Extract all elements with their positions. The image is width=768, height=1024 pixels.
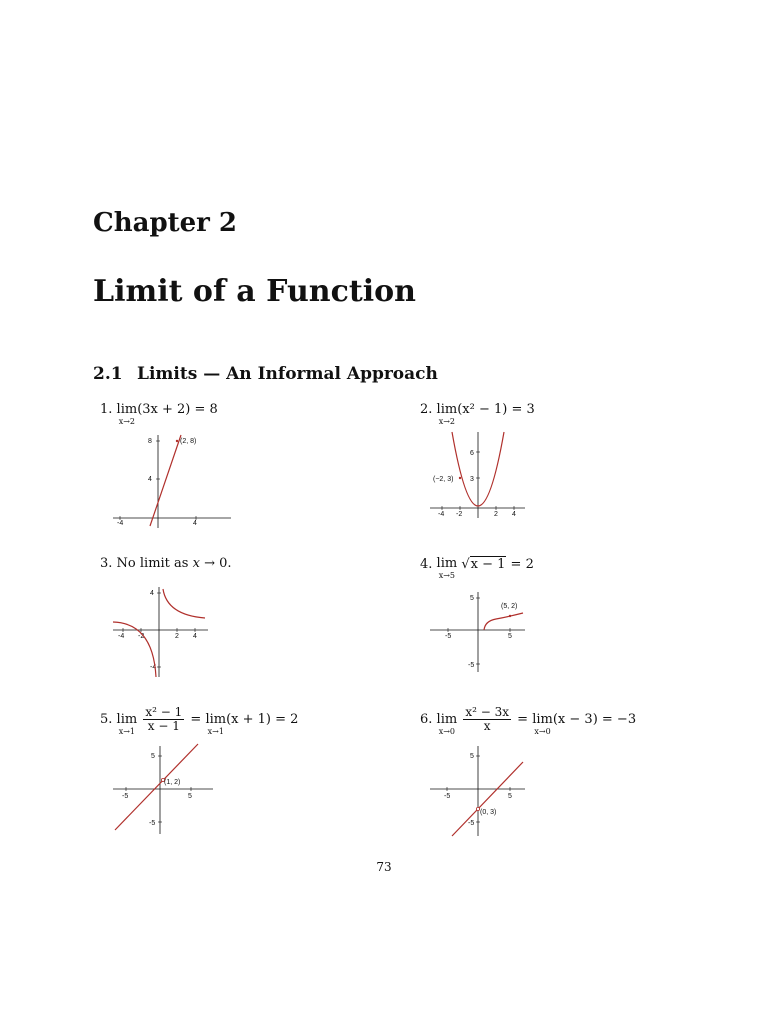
page-number: 73 bbox=[376, 860, 392, 874]
y-tick-label: -4 bbox=[150, 664, 157, 671]
problem-number: 3. bbox=[100, 556, 113, 571]
fraction bbox=[143, 706, 184, 733]
chapter-heading: Chapter 2 bbox=[93, 208, 238, 238]
limit-operator: lim x→1 bbox=[116, 712, 138, 736]
x-tick-label: -4 bbox=[117, 520, 124, 527]
x-tick-label: -5 bbox=[445, 633, 452, 640]
problem-5 bbox=[100, 706, 298, 736]
function-curve-right bbox=[163, 589, 205, 618]
limit-operator: lim x→0 bbox=[532, 712, 553, 736]
limit-subscript: x→5 bbox=[438, 571, 456, 580]
function-curve bbox=[150, 435, 181, 526]
numerator: x² − 1 bbox=[145, 705, 183, 719]
problem-rhs: (x + 1) = 2 bbox=[226, 712, 299, 727]
sqrt-sign: √ bbox=[461, 557, 470, 572]
problem-text: No limit as x → 0. bbox=[116, 556, 232, 571]
problem-expression: (3x + 2) = 8 bbox=[137, 402, 218, 417]
x-tick-label: 5 bbox=[188, 793, 192, 800]
point-label: (2, 8) bbox=[180, 438, 197, 445]
limit-point bbox=[459, 477, 461, 479]
limit-operator: lim x→0 bbox=[436, 712, 458, 736]
problem-rhs: = 2 bbox=[510, 557, 534, 572]
limit-subscript: x→1 bbox=[118, 727, 136, 736]
problem-number: 5. bbox=[100, 712, 113, 727]
graph-1 bbox=[113, 433, 233, 528]
problem-2 bbox=[420, 403, 535, 426]
point-label: (1, 2) bbox=[164, 779, 181, 786]
point-label: (0, 3) bbox=[480, 809, 497, 816]
x-tick-label: 4 bbox=[512, 511, 516, 518]
problem-number: 4. bbox=[420, 557, 433, 572]
y-tick-label: 5 bbox=[470, 595, 474, 602]
limit-operator: lim x→2 bbox=[116, 402, 138, 426]
x-tick-label: 5 bbox=[508, 633, 512, 640]
function-curve bbox=[484, 613, 523, 630]
problem-1 bbox=[100, 403, 218, 426]
limit-subscript: x→0 bbox=[438, 727, 456, 736]
function-curve bbox=[452, 762, 523, 836]
problem-number: 1. bbox=[100, 402, 113, 417]
y-tick-label: 8 bbox=[148, 438, 152, 445]
problem-rhs: (x − 3) = −3 bbox=[552, 712, 637, 727]
y-tick-label: 5 bbox=[470, 753, 474, 760]
y-tick-label: -5 bbox=[468, 662, 475, 669]
x-tick-label: -4 bbox=[438, 511, 445, 518]
x-tick-label: 2 bbox=[494, 511, 498, 518]
section-title: Limits — An Informal Approach bbox=[137, 364, 438, 384]
equals-sign: = bbox=[517, 712, 529, 727]
fraction bbox=[463, 706, 511, 733]
limit-operator: lim x→5 bbox=[436, 556, 458, 580]
section-heading bbox=[93, 364, 438, 384]
function-curve bbox=[115, 744, 198, 830]
problem-number: 6. bbox=[420, 712, 433, 727]
problem-3 bbox=[100, 557, 232, 571]
graph-2 bbox=[430, 430, 530, 520]
problem-expression: (x² − 1) = 3 bbox=[457, 402, 535, 417]
equals-sign: = bbox=[190, 712, 202, 727]
problem-6 bbox=[420, 706, 636, 736]
limit-operator: lim x→2 bbox=[436, 402, 458, 426]
x-tick-label: -2 bbox=[456, 511, 463, 518]
y-tick-label: 4 bbox=[148, 476, 152, 483]
y-tick-label: 4 bbox=[150, 590, 154, 597]
y-tick-label: -5 bbox=[149, 820, 156, 827]
denominator: x bbox=[483, 719, 491, 733]
denominator: x − 1 bbox=[147, 719, 180, 733]
radicand: x − 1 bbox=[470, 557, 506, 572]
graph-4 bbox=[430, 592, 530, 672]
graph-5 bbox=[113, 744, 218, 834]
x-tick-label: -2 bbox=[138, 633, 145, 640]
limit-operator: lim x→1 bbox=[205, 712, 227, 736]
problem-4 bbox=[420, 557, 534, 580]
y-tick-label: 3 bbox=[470, 476, 474, 483]
y-tick-label: 6 bbox=[470, 450, 474, 457]
y-tick-label: 5 bbox=[151, 753, 155, 760]
limit-subscript: x→0 bbox=[534, 727, 551, 736]
graph-6 bbox=[430, 744, 530, 839]
x-tick-label: -5 bbox=[444, 793, 451, 800]
graph-3 bbox=[113, 585, 213, 677]
x-tick-label: -4 bbox=[118, 633, 125, 640]
point-label: (−2, 3) bbox=[433, 476, 454, 483]
y-tick-label: -5 bbox=[468, 820, 475, 827]
problem-number: 2. bbox=[420, 402, 433, 417]
x-tick-label: 2 bbox=[175, 633, 179, 640]
x-tick-label: -5 bbox=[122, 793, 129, 800]
limit-point bbox=[509, 615, 511, 617]
limit-subscript: x→1 bbox=[207, 727, 224, 736]
x-tick-label: 5 bbox=[508, 793, 512, 800]
limit-subscript: x→2 bbox=[118, 417, 136, 426]
limit-subscript: x→2 bbox=[438, 417, 456, 426]
chapter-title: Limit of a Function bbox=[93, 274, 416, 309]
x-tick-label: 4 bbox=[193, 520, 197, 527]
limit-point bbox=[176, 440, 178, 442]
point-label: (5, 2) bbox=[501, 603, 518, 610]
numerator: x² − 3x bbox=[465, 705, 510, 719]
x-tick-label: 4 bbox=[193, 633, 197, 640]
section-number: 2.1 bbox=[93, 364, 123, 384]
